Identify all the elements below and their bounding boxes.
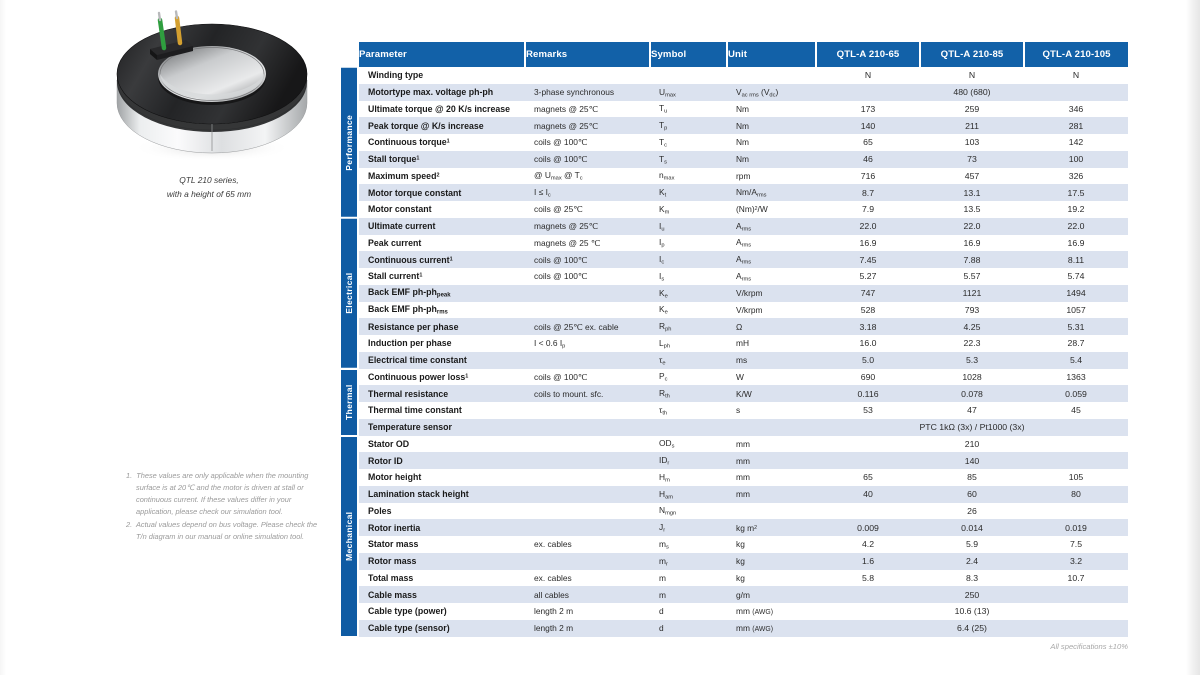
cell-remarks: I < 0.6 $I_p$ — [534, 337, 566, 349]
cell-remarks: magnets @ 25 ℃ — [534, 237, 601, 248]
category-band-performance — [341, 67, 359, 218]
cell-remarks — [525, 402, 650, 419]
cell-remarks — [525, 285, 650, 302]
cell-unit — [727, 419, 816, 436]
cell-remarks — [525, 519, 650, 536]
cell-parameter: Maximum speed$^2$ — [368, 170, 440, 181]
cell-remarks: coils @ 100℃ — [534, 371, 588, 382]
cell-symbol: $\tau_{th}$ — [659, 404, 668, 416]
cell-unit: Nm — [736, 137, 750, 148]
cell-symbol: $K_m$ — [659, 203, 670, 215]
cell-value-col3: 1494 — [1024, 285, 1128, 302]
header-model-qtl-a-210-105[interactable]: QTL-A 210-105 — [1024, 42, 1128, 67]
table-header-row — [341, 42, 1128, 67]
cell-value-col2: N — [968, 70, 976, 81]
table-row — [341, 603, 1128, 620]
cell-unit: rpm — [736, 170, 751, 181]
cell-remarks: coils to mount. sfc. — [525, 385, 650, 402]
cell-value-merged: 6.4 (25) — [816, 620, 1128, 637]
cell-value-col2: 1121 — [920, 285, 1024, 302]
table-row — [341, 469, 1128, 486]
cell-value-col3: 346 — [1068, 103, 1084, 114]
cell-parameter: Motor torque constant — [359, 184, 525, 201]
cell-unit: mm (AWG) — [736, 606, 774, 617]
ring-motor-illustration — [94, 8, 324, 168]
cell-parameter: Cable type (sensor) — [359, 620, 525, 637]
cell-value-col1: 40 — [816, 486, 920, 503]
cell-remarks: length 2 m — [525, 620, 650, 637]
cell-value-col1: 1.6 — [816, 553, 920, 570]
table-row — [341, 352, 1128, 369]
cell-unit: Ω — [727, 318, 816, 335]
cell-remarks — [525, 503, 650, 520]
cell-symbol: $U_{max}$ — [650, 84, 727, 101]
cell-parameter: Temperature sensor — [359, 419, 525, 436]
cell-value-col2: 60 — [920, 486, 1024, 503]
product-caption — [94, 174, 324, 202]
header-symbol[interactable]: Symbol — [650, 42, 727, 67]
cell-remarks: ex. cables — [534, 572, 572, 583]
cell-symbol — [650, 419, 727, 436]
category-band-mechanical — [341, 436, 359, 637]
cell-unit: $Nm/A_{rms}$ — [727, 184, 816, 201]
cell-parameter: Stall current$^1$ — [368, 271, 423, 282]
cell-value-col2: 73 — [920, 151, 1024, 168]
table-row — [341, 503, 1128, 520]
cell-value-col2: 22.0 — [920, 218, 1024, 235]
cell-value-col1: 65 — [863, 137, 873, 148]
cell-remarks — [525, 67, 650, 84]
cell-value-col1: 3.18 — [816, 318, 920, 335]
page-right-edge — [1186, 0, 1200, 675]
table-row — [341, 84, 1128, 101]
cell-symbol: d — [659, 606, 664, 617]
table-row — [341, 335, 1128, 352]
cell-remarks: magnets @ 25℃ — [525, 117, 650, 134]
cell-remarks: coils @ 25℃ ex. cable — [525, 318, 650, 335]
cell-value-col2: 0.014 — [920, 519, 1024, 536]
cell-unit: $A_{rms}$ — [736, 270, 752, 282]
category-band-label: Electrical — [341, 219, 357, 368]
cell-parameter: Rotor ID — [359, 452, 525, 469]
cell-value-col2: 22.3 — [963, 338, 981, 349]
cell-remarks: all cables — [525, 586, 650, 603]
cell-value-col2: 793 — [964, 304, 980, 315]
cell-value-merged: 210 — [964, 438, 980, 449]
cell-value-col2: 7.88 — [920, 251, 1024, 268]
cell-symbol — [650, 67, 727, 84]
cell-remarks — [525, 436, 650, 453]
cell-symbol: $K_e$ — [659, 304, 668, 316]
cell-parameter: Stall torque$^1$ — [359, 151, 525, 168]
cell-value-col2: 2.4 — [920, 553, 1024, 570]
cell-parameter: Continuous current$^1$ — [359, 251, 525, 268]
specification-table-wrap — [341, 42, 1128, 637]
footnote-number: 2. — [126, 519, 133, 529]
cell-parameter: Ultimate torque @ 20 K/s increase — [368, 103, 511, 114]
cell-parameter: Stator OD — [368, 438, 410, 449]
cell-value-col3: 1057 — [1066, 304, 1086, 315]
cell-value-merged: 250 — [816, 586, 1128, 603]
cell-unit: kg — [727, 553, 816, 570]
header-band-spacer — [341, 42, 359, 67]
specification-table — [341, 42, 1128, 637]
cell-unit: mm — [736, 472, 750, 483]
table-row — [341, 519, 1128, 536]
cell-remarks: 3-phase synchronous — [525, 84, 650, 101]
header-unit[interactable]: Unit — [727, 42, 816, 67]
table-row — [341, 385, 1128, 402]
cell-symbol: $I_u$ — [650, 218, 727, 235]
cell-symbol: $T_c$ — [659, 136, 667, 148]
cell-parameter: Induction per phase — [368, 338, 452, 349]
cell-unit: $V_{ac rms}$ $(V_{dc})$ — [727, 84, 816, 101]
cell-value-col1: 4.2 — [861, 539, 875, 550]
cell-symbol: $I_s$ — [659, 270, 665, 282]
cell-value-col3: 8.11 — [1024, 251, 1128, 268]
page-left-edge — [0, 0, 6, 675]
cell-remarks: coils @ 25℃ — [534, 204, 583, 215]
cell-value-col2: 16.9 — [963, 237, 981, 248]
cell-symbol: $R_{th}$ — [650, 385, 727, 402]
cell-parameter: Total mass — [368, 572, 414, 583]
cell-remarks: @ $U_{max}$ @ $T_c$ — [534, 170, 583, 182]
header-parameter[interactable]: Parameter — [359, 42, 525, 67]
cell-value-col3: 17.5 — [1024, 184, 1128, 201]
cell-symbol: $I_c$ — [650, 251, 727, 268]
cell-parameter: Motortype max. voltage ph-ph — [359, 84, 525, 101]
table-row — [341, 67, 1128, 84]
cell-remarks: coils @ 100℃ — [525, 251, 650, 268]
footnotes — [126, 470, 326, 544]
cell-value-col2: 211 — [920, 117, 1024, 134]
cell-value-col1: 22.0 — [816, 218, 920, 235]
cell-unit: g/m — [727, 586, 816, 603]
cell-value-col3: 45 — [1071, 405, 1081, 416]
cell-symbol: $L_{ph}$ — [659, 337, 671, 349]
table-row — [341, 302, 1128, 319]
cell-symbol: $T_s$ — [650, 151, 727, 168]
cell-remarks — [525, 419, 650, 436]
footnote-list — [126, 470, 326, 543]
cell-parameter: Back EMF $ph-ph_{rms}$ — [368, 304, 448, 316]
cell-value-col1: 65 — [863, 472, 873, 483]
cell-value-col3: 0.019 — [1024, 519, 1128, 536]
cell-symbol: $n_{max}$ — [659, 170, 675, 182]
cell-value-col1: 5.27 — [859, 271, 877, 282]
cell-value-col2: 5.57 — [963, 271, 981, 282]
table-row — [341, 268, 1128, 285]
cell-value-col3: 100 — [1024, 151, 1128, 168]
cell-value-col2: 8.3 — [965, 572, 979, 583]
cell-symbol: d — [650, 620, 727, 637]
cell-value-col1: 16.0 — [859, 338, 877, 349]
cell-value-col3: 105 — [1068, 472, 1084, 483]
cell-unit: W — [736, 371, 744, 382]
table-row — [341, 168, 1128, 185]
cell-remarks — [525, 302, 650, 319]
cell-parameter: Continuous power loss$^1$ — [368, 371, 469, 382]
cell-symbol: $m_s$ — [659, 538, 669, 550]
table-row — [341, 419, 1128, 436]
cell-value-col3: 326 — [1068, 170, 1084, 181]
cell-symbol: $J_r$ — [650, 519, 727, 536]
cell-value-col1: 8.7 — [816, 184, 920, 201]
cell-parameter: Continuous torque$^1$ — [368, 137, 450, 148]
cell-value-col3: 16.9 — [1067, 237, 1085, 248]
cell-unit: mH — [736, 338, 750, 349]
cell-value-col3: 10.7 — [1067, 572, 1085, 583]
cell-value-col3: 142 — [1068, 137, 1084, 148]
table-row — [341, 586, 1128, 603]
cell-remarks — [525, 469, 650, 486]
table-row — [341, 151, 1128, 168]
cell-parameter: Stator mass — [368, 539, 419, 550]
cell-symbol: m — [650, 586, 727, 603]
table-row — [341, 101, 1128, 118]
cell-unit: s — [736, 405, 741, 416]
cell-remarks: $I \le I_c$ — [525, 184, 650, 201]
cell-unit: Nm — [727, 117, 816, 134]
table-row — [341, 201, 1128, 218]
cell-value-col1: 716 — [860, 170, 876, 181]
cell-symbol: $R_{ph}$ — [650, 318, 727, 335]
cell-unit: K/W — [727, 385, 816, 402]
cell-value-col3: 5.74 — [1067, 271, 1085, 282]
table-row — [341, 218, 1128, 235]
cell-value-col2: 85 — [967, 472, 977, 483]
cell-parameter: Motor height — [368, 472, 422, 483]
cell-value-col2: 13.5 — [963, 204, 981, 215]
cell-value-col2: 0.078 — [920, 385, 1024, 402]
cell-remarks: magnets @ 25℃ — [525, 218, 650, 235]
cell-value-col1: 690 — [860, 371, 876, 382]
table-row — [341, 452, 1128, 469]
cell-unit: mm (AWG) — [727, 620, 816, 637]
cell-parameter: Rotor mass — [359, 553, 525, 570]
cell-remarks: ex. cables — [534, 539, 572, 550]
table-row — [341, 536, 1128, 553]
table-row — [341, 486, 1128, 503]
table-body — [341, 67, 1128, 637]
cell-value-col2: 5.9 — [965, 539, 979, 550]
cell-unit — [727, 67, 816, 84]
cell-symbol: $H_m$ — [659, 471, 670, 483]
cell-value-col1: 16.9 — [859, 237, 877, 248]
cell-unit — [727, 503, 816, 520]
cell-parameter: Back EMF $ph-ph_{peak}$ — [359, 285, 525, 302]
cell-unit: kg $m^2$ — [727, 519, 816, 536]
product-column — [90, 8, 340, 202]
cell-parameter: Electrical time constant — [359, 352, 525, 369]
cell-value-col1: 7.45 — [816, 251, 920, 268]
product-photo — [94, 8, 324, 168]
table-row — [341, 620, 1128, 637]
category-band-label: Thermal — [341, 370, 357, 435]
cell-value-col1: 140 — [816, 117, 920, 134]
cell-symbol: $K_t$ — [650, 184, 727, 201]
cell-value-col3: 3.2 — [1024, 553, 1128, 570]
footnote-item — [126, 519, 326, 543]
cell-parameter: Peak current — [368, 237, 422, 248]
cell-remarks: coils @ 100℃ — [534, 271, 588, 282]
table-row — [341, 369, 1128, 386]
cell-value-col3: 7.5 — [1069, 539, 1083, 550]
cell-value-col3: 0.059 — [1024, 385, 1128, 402]
cell-value-col2: 5.3 — [920, 352, 1024, 369]
cell-remarks: magnets @ 25℃ — [534, 103, 598, 114]
cell-parameter: Ultimate current — [359, 218, 525, 235]
cell-remarks — [525, 486, 650, 503]
cell-remarks — [525, 553, 650, 570]
cell-symbol: m — [659, 572, 666, 583]
cell-value-merged: 140 — [816, 452, 1128, 469]
cell-parameter: Motor constant — [368, 204, 432, 215]
cell-value-col1: 5.8 — [861, 572, 875, 583]
cell-value-col3: 22.0 — [1024, 218, 1128, 235]
cell-value-col2: 1028 — [962, 371, 982, 382]
cell-value-merged: 10.6 (13) — [954, 606, 990, 617]
cell-parameter: Lamination stack height — [359, 486, 525, 503]
header-model-qtl-a-210-85[interactable]: QTL-A 210-85 — [920, 42, 1024, 67]
cell-unit: $A_{rms}$ — [727, 218, 816, 235]
cell-value-col2: 4.25 — [920, 318, 1024, 335]
table-row — [341, 402, 1128, 419]
table-header — [341, 42, 1128, 67]
cell-remarks: coils @ 100℃ — [525, 151, 650, 168]
table-row — [341, 184, 1128, 201]
cell-unit: kg — [736, 539, 745, 550]
caption-line-1: QTL 210 series, — [179, 175, 239, 185]
cell-value-col2: 457 — [964, 170, 980, 181]
cell-value-col1: 46 — [816, 151, 920, 168]
cell-parameter: Cable type (power) — [368, 606, 447, 617]
cell-unit: Nm — [736, 103, 750, 114]
cell-unit: mm — [736, 438, 750, 449]
cell-symbol: $T_u$ — [659, 103, 668, 115]
cell-value-col3: 5.4 — [1024, 352, 1128, 369]
cell-unit: $(Nm)^2/W$ — [736, 204, 768, 215]
cell-parameter: Poles — [368, 505, 392, 516]
table-row — [341, 436, 1128, 453]
cell-value-merged: PTC 1kΩ (3x) / Pt1000 (3x) — [816, 419, 1128, 436]
cell-parameter: Rotor inertia — [359, 519, 525, 536]
footnote-item — [126, 470, 326, 518]
cell-unit: V/krpm — [736, 304, 763, 315]
caption-line-2: with a height of 65 mm — [166, 188, 252, 199]
cell-unit: $A_{rms}$ — [727, 251, 816, 268]
cell-symbol: $T_p$ — [650, 117, 727, 134]
cell-value-merged: 480 (680) — [816, 84, 1128, 101]
cell-parameter: Cable mass — [359, 586, 525, 603]
table-row — [341, 251, 1128, 268]
cell-unit: kg — [736, 572, 745, 583]
cell-value-col3: 80 — [1024, 486, 1128, 503]
cell-value-col1: 53 — [863, 405, 873, 416]
table-row — [341, 134, 1128, 151]
cell-value-col1: 0.116 — [816, 385, 920, 402]
cell-parameter: Resistance per phase — [359, 318, 525, 335]
cell-symbol: $OD_s$ — [659, 438, 675, 450]
footnote-text: These values are only applicable when the mounting surface is at 20℃ and the motor is driven at stall or continuous current. If these values differ in your application, please check our simulation tool. — [134, 471, 309, 516]
tolerance-note: All specifications ±10% — [1050, 642, 1128, 651]
cell-parameter: Peak torque @ K/s increase — [359, 117, 525, 134]
cell-unit: ms — [727, 352, 816, 369]
cell-parameter: Winding type — [368, 70, 424, 81]
category-band-electrical — [341, 218, 359, 369]
cell-unit: mm — [727, 486, 816, 503]
cell-value-col3: 28.7 — [1067, 338, 1085, 349]
cell-value-col1: 0.009 — [816, 519, 920, 536]
cell-unit: mm — [727, 452, 816, 469]
table-row — [341, 235, 1128, 252]
cell-value-col2: 103 — [964, 137, 980, 148]
cell-symbol: $H_{am}$ — [650, 486, 727, 503]
category-band-label: Mechanical — [341, 437, 357, 636]
cell-symbol: $K_e$ — [650, 285, 727, 302]
cell-remarks — [525, 452, 650, 469]
cell-symbol: $P_c$ — [659, 371, 668, 383]
header-remarks[interactable]: Remarks — [525, 42, 650, 67]
cell-value-col2: 47 — [967, 405, 977, 416]
footnote-number: 1. — [126, 471, 133, 480]
cell-value-col1: 528 — [860, 304, 876, 315]
cell-parameter: Thermal resistance — [359, 385, 525, 402]
cell-value-col3: 281 — [1024, 117, 1128, 134]
cell-unit: $A_{rms}$ — [736, 237, 752, 249]
cell-value-col3: N — [1072, 70, 1080, 81]
cell-unit: V/krpm — [727, 285, 816, 302]
cell-value-col1: 5.0 — [816, 352, 920, 369]
table-row — [341, 570, 1128, 587]
cell-value-col2: 259 — [964, 103, 980, 114]
cell-symbol: $I_p$ — [659, 237, 665, 249]
cell-remarks: coils @ 100℃ — [534, 137, 588, 148]
table-row — [341, 117, 1128, 134]
cell-value-col1: 7.9 — [861, 204, 875, 215]
table-row — [341, 285, 1128, 302]
footnote-text: Actual values depend on bus voltage. Please check the T/n diagram in our manual or online simulation tool. — [134, 519, 318, 541]
cell-parameter: Thermal time constant — [368, 405, 462, 416]
cell-symbol: $\tau_e$ — [650, 352, 727, 369]
cell-value-col1: N — [864, 70, 872, 81]
header-model-qtl-a-210-65[interactable]: QTL-A 210-65 — [816, 42, 920, 67]
cell-value-col3: 19.2 — [1067, 204, 1085, 215]
cell-remarks: length 2 m — [534, 606, 574, 617]
category-band-label: Performance — [341, 68, 357, 217]
cell-symbol: $m_r$ — [650, 553, 727, 570]
cell-unit: Nm — [727, 151, 816, 168]
cell-remarks — [525, 352, 650, 369]
cell-value-col1: 173 — [860, 103, 876, 114]
cell-value-col2: 13.1 — [920, 184, 1024, 201]
table-row — [341, 318, 1128, 335]
cell-value-col3: 5.31 — [1024, 318, 1128, 335]
cell-value-merged: 26 — [967, 505, 977, 516]
cell-value-col3: 1363 — [1066, 371, 1086, 382]
cell-value-col1: 747 — [816, 285, 920, 302]
table-row — [341, 553, 1128, 570]
category-band-thermal — [341, 369, 359, 436]
cell-symbol: $N_{mgn}$ — [659, 505, 677, 517]
cell-symbol: $ID_r$ — [650, 452, 727, 469]
